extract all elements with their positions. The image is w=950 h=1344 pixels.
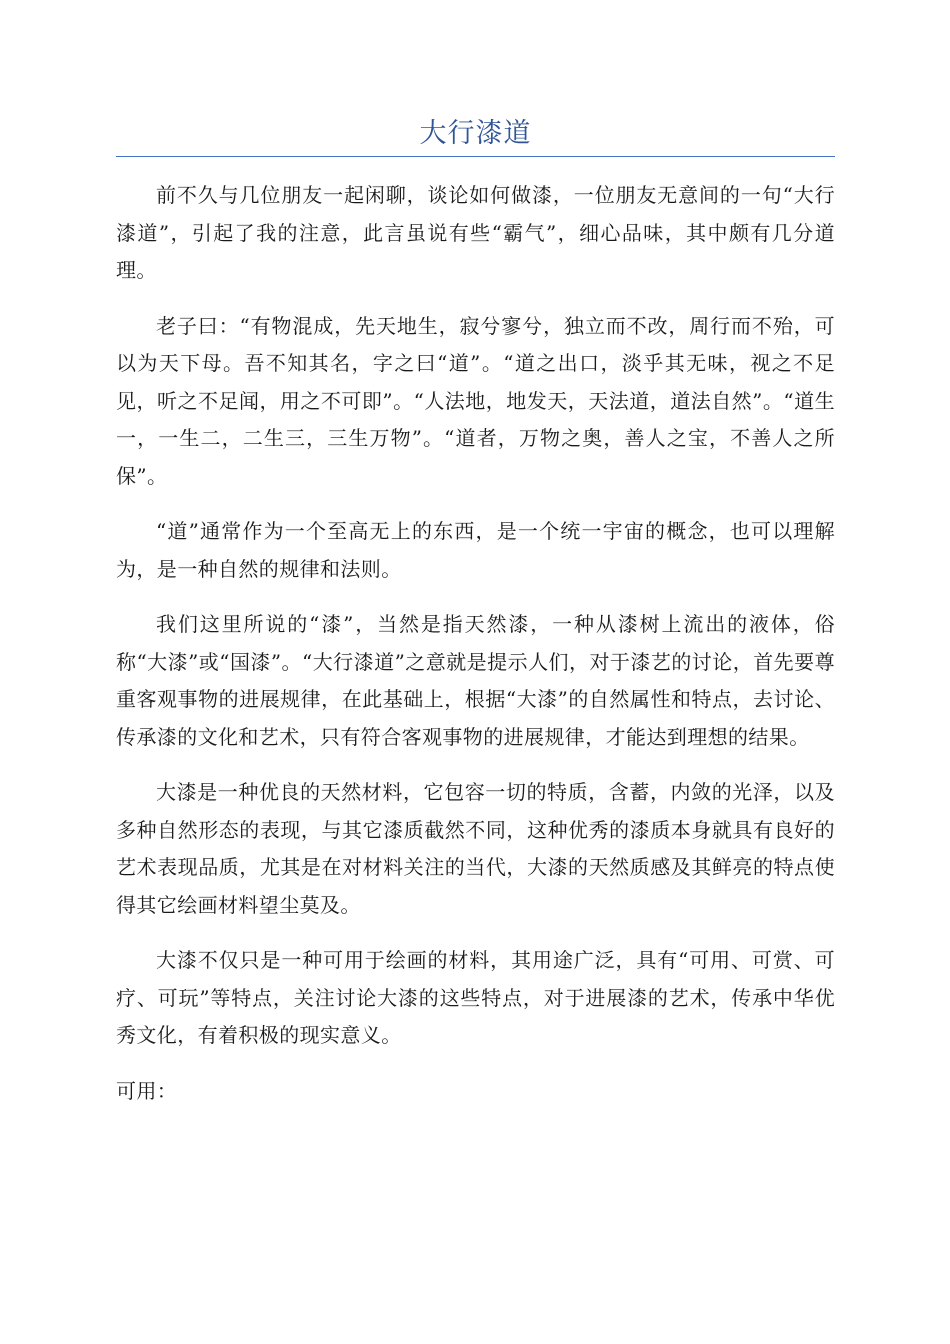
paragraph-1: 前不久与几位朋友一起闲聊，谈论如何做漆，一位朋友无意间的一句“大行漆道”，引起了我的注意，此言虽说有些“霸气”，细心品味，其中颇有几分道理。	[116, 183, 835, 282]
section-subheading: 可用：	[116, 1078, 178, 1103]
paragraph-6: 大漆不仅只是一种可用于绘画的材料，其用途广泛，具有“可用、可赏、可疗、可玩”等特点，关注讨论大漆的这些特点，对于进展漆的艺术，传承中华优秀文化，有着积极的现实意义。	[116, 948, 835, 1047]
title-underline	[116, 156, 835, 157]
document-page	[116, 112, 835, 1128]
document-title: 大行漆道	[419, 118, 532, 149]
paragraph-2: 老子曰：“有物混成，先天地生，寂兮寥兮，独立而不改，周行而不殆，可以为天下母。吾不知其名，字之曰“道”。“道之出口，淡乎其无味，视之不足见，听之不足闻，用之不可即”。“人法地，地发天，天法道，道法自然”。“道生一，一生二，二生三，三生万物”。“道者，万物之奥，善人之宝，不善人之所保”。	[116, 313, 835, 488]
paragraph-3: “道”通常作为一个至高无上的东西，是一个统一宇宙的概念，也可以理解为，是一种自然的规律和法则。	[116, 519, 835, 581]
paragraph-5: 大漆是一种优良的天然材料，它包容一切的特质，含蓄，内敛的光泽，以及多种自然形态的表现，与其它漆质截然不同，这种优秀的漆质本身就具有良好的艺术表现品质，尤其是在对材料关注的当代，大漆的天然质感及其鲜亮的特点使得其它绘画材料望尘莫及。	[116, 780, 835, 917]
paragraph-4: 我们这里所说的“漆”，当然是指天然漆，一种从漆树上流出的液体，俗称“大漆”或“国漆”。“大行漆道”之意就是提示人们，对于漆艺的讨论，首先要尊重客观事物的进展规律，在此基础上，根据“大漆”的自然属性和特点，去讨论、传承漆的文化和艺术，只有符合客观事物的进展规律，才能达到理想的结果。	[116, 612, 835, 749]
